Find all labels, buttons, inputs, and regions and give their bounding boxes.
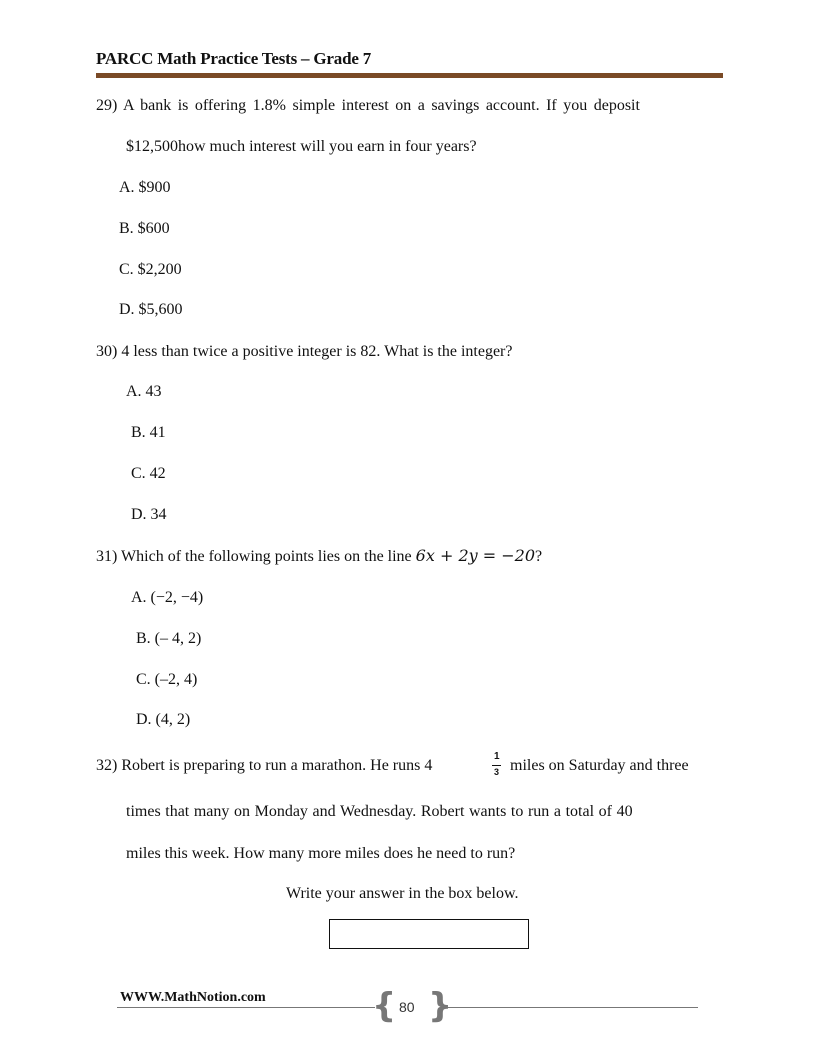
footer-rule-left [117, 1007, 375, 1008]
q29-text-line2: $12,500how much interest will you earn in four years? [126, 138, 477, 155]
q32-text-line3: miles this week. How many more miles does he need to run? [126, 845, 516, 862]
q32-fraction-numerator: 1 [494, 751, 500, 762]
q31-text-before: 31) Which of the following points lies on the line [96, 548, 416, 565]
answer-box[interactable] [329, 919, 529, 949]
q32-fraction-bar [492, 765, 501, 766]
q30-option-c[interactable]: C. 42 [131, 465, 166, 482]
page-bracket-left: { [372, 986, 397, 1026]
page-bracket-right: } [428, 986, 453, 1026]
q29-option-a[interactable]: A. $900 [119, 179, 171, 196]
q31-option-a[interactable]: A. (−2, −4) [131, 589, 204, 606]
q29-option-d[interactable]: D. $5,600 [119, 301, 183, 318]
footer-rule-right [440, 1007, 698, 1008]
q29-text-line1: 29) A bank is offering 1.8% simple interest on a savings account. If you deposit [96, 97, 640, 114]
q30-text: 30) 4 less than twice a positive integer is 82. What is the integer? [96, 343, 513, 360]
q31-option-b[interactable]: B. (– 4, 2) [136, 630, 202, 647]
q29-option-c[interactable]: C. $2,200 [119, 261, 182, 278]
footer-website: WWW.MathNotion.com [120, 990, 266, 1005]
q31-option-c[interactable]: C. (–2, 4) [136, 671, 198, 688]
q30-option-a[interactable]: A. 43 [126, 383, 162, 400]
q31-equation: 6x + 2y = −20 [415, 546, 535, 565]
q32-text-line1-before: 32) Robert is preparing to run a marathon. He runs 4 [96, 757, 433, 774]
q31-text-after: ? [535, 548, 543, 565]
q31-option-d[interactable]: D. (4, 2) [136, 711, 191, 728]
q30-option-d[interactable]: D. 34 [131, 506, 167, 523]
q30-option-b[interactable]: B. 41 [131, 424, 166, 441]
header-rule [96, 73, 723, 78]
page-number: 80 [399, 999, 415, 1015]
q32-fraction-denominator: 3 [494, 767, 500, 777]
q29-option-b[interactable]: B. $600 [119, 220, 170, 237]
q32-text-line2: times that many on Monday and Wednesday. Robert wants to run a total of 40 [126, 803, 633, 820]
q31-text [96, 546, 542, 566]
page-header-title: PARCC Math Practice Tests – Grade 7 [96, 49, 372, 68]
q32-text-line1-after: miles on Saturday and three [510, 757, 689, 774]
q32-instruction: Write your answer in the box below. [286, 885, 519, 902]
